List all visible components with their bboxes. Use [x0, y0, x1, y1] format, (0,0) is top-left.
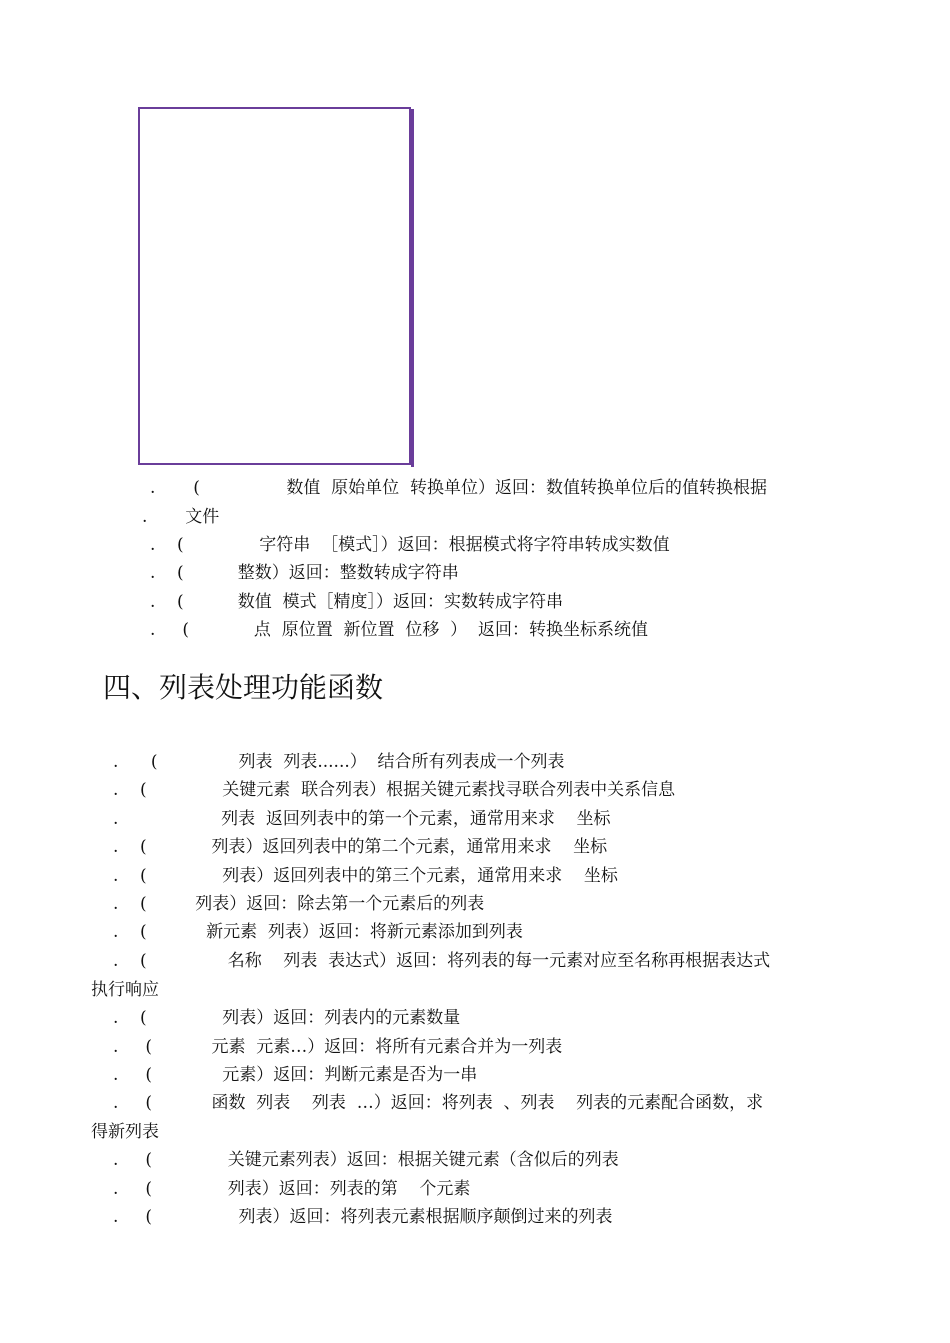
- list-fn-line-1: . ( 列表 列表......） 结合所有列表成一个列表: [113, 752, 565, 772]
- list-fn-line-9: . ( 列表）返回：列表内的元素数量: [113, 1008, 461, 1028]
- list-fn-line-3: . 列表 返回列表中的第一个元素，通常用来求 坐标: [113, 809, 611, 829]
- list-fn-line-4: . ( 列表）返回列表中的第二个元素，通常用来求 坐标: [113, 837, 608, 857]
- list-fn-line-15: . ( 列表）返回：将列表元素根据顺序颠倒过来的列表: [113, 1207, 613, 1227]
- image-placeholder-frame: [138, 107, 411, 465]
- section-heading: 四、列表处理功能函数: [103, 671, 384, 704]
- conversion-line-1-cont: . 文件: [142, 507, 220, 527]
- conversion-line-3: . ( 整数）返回：整数转成字符串: [150, 563, 459, 583]
- list-fn-line-2: . ( 关键元素 联合列表）根据关键元素找寻联合列表中关系信息: [113, 780, 676, 800]
- conversion-line-5: . ( 点 原位置 新位置 位移 ） 返回：转换坐标系统值: [150, 620, 648, 640]
- list-fn-line-7: . ( 新元素 列表）返回：将新元素添加到列表: [113, 922, 523, 942]
- list-fn-line-5: . ( 列表）返回列表中的第三个元素，通常用来求 坐标: [113, 866, 618, 886]
- frame-shadow-edge: [411, 109, 414, 467]
- list-fn-line-8: . ( 名称 列表 表达式）返回：将列表的每一元素对应至名称再根据表达式: [113, 951, 771, 971]
- conversion-line-1: . ( 数值 原始单位 转换单位）返回：数值转换单位后的值转换根据: [150, 478, 767, 498]
- list-fn-line-10: . ( 元素 元素…）返回：将所有元素合并为一列表: [113, 1037, 563, 1057]
- list-fn-line-12: . ( 函数 列表 列表 …）返回：将列表 、列表 列表的元素配合函数，求: [113, 1093, 764, 1113]
- list-fn-line-8-cont: 执行响应: [91, 980, 159, 1000]
- list-fn-line-12-cont: 得新列表: [91, 1122, 159, 1142]
- list-fn-line-6: . ( 列表）返回：除去第一个元素后的列表: [113, 894, 485, 914]
- conversion-line-4: . ( 数值 模式［精度］）返回：实数转成字符串: [150, 592, 563, 612]
- list-fn-line-14: . ( 列表）返回：列表的第 个元素: [113, 1179, 471, 1199]
- conversion-line-2: . ( 字符串 ［模式］）返回：根据模式将字符串转成实数值: [150, 535, 670, 555]
- list-fn-line-13: . ( 关键元素列表）返回：根据关键元素（含似后的列表: [113, 1150, 619, 1170]
- list-fn-line-11: . ( 元素）返回：判断元素是否为一串: [113, 1065, 478, 1085]
